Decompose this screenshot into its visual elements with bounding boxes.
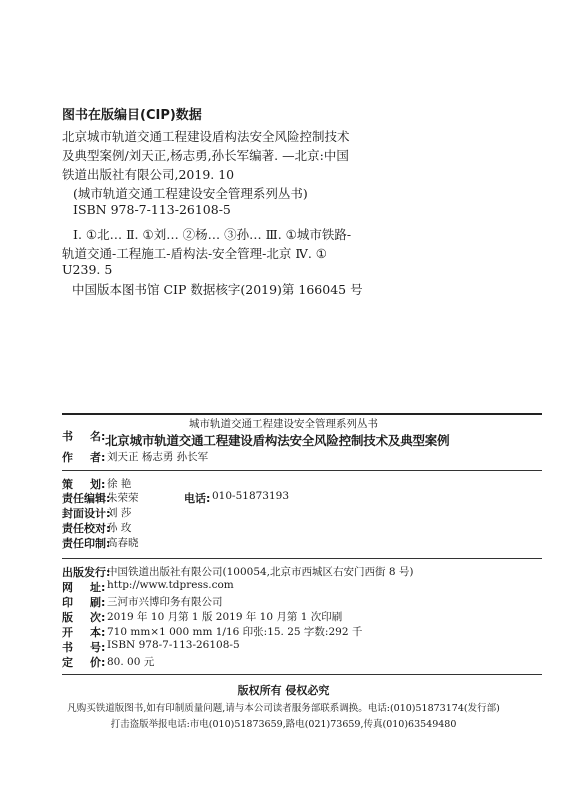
cip-line-clc: U239. 5 (62, 262, 113, 277)
printer: 三河市兴博印务有限公司 (107, 596, 223, 608)
printer-label-1: 印 (62, 596, 73, 609)
copyright-heading: 版权所有 侵权必究 (237, 684, 330, 697)
cover-label: 封面设计: (62, 507, 111, 520)
divider-editors (62, 470, 542, 471)
divider-top (62, 413, 542, 415)
authors: 刘天正 杨志勇 孙长军 (107, 451, 209, 463)
printer-label-2: 刷: (90, 596, 106, 609)
isbn: ISBN 978-7-113-26108-5 (107, 639, 240, 651)
print-label: 责任印制: (62, 537, 111, 550)
publisher-label: 出版发行: (62, 566, 111, 579)
divider-copyright (62, 674, 542, 675)
series-name: 城市轨道交通工程建设安全管理系列丛书 (189, 418, 378, 430)
format-label-1: 开 (62, 626, 73, 639)
author-label-1: 作 (62, 451, 73, 464)
edition: 2019 年 10 月第 1 版 2019 年 10 月第 1 次印刷 (107, 611, 343, 623)
copyright-notice: 凡购买铁道版图书,如有印制质量问题,请与本公司读者服务部联系调换。电话:(010)51873174(发行部) (67, 703, 500, 714)
divider-publication (62, 558, 542, 559)
piracy-hotline: 打击盗版举报电话:市电(010)51873659,路电(021)73659,传真(010)63549480 (110, 719, 457, 730)
format-label-2: 本: (90, 626, 106, 639)
editor: 朱荣荣 (107, 492, 139, 504)
proofreader: 孙 玫 (107, 522, 132, 534)
planner: 徐 艳 (107, 478, 132, 490)
isbn-label-2: 号: (90, 641, 106, 654)
cover-designer: 刘 莎 (107, 507, 132, 519)
cip-heading: 图书在版编目(CIP)数据 (62, 108, 202, 123)
cip-line-isbn: ISBN 978-7-113-26108-5 (73, 202, 231, 217)
web-label-1: 网 (62, 581, 73, 594)
edition-label-2: 次: (90, 611, 106, 624)
editor-label: 责任编辑: (62, 492, 111, 505)
planner-label-1: 策 (62, 478, 73, 491)
isbn-label-1: 书 (62, 641, 73, 654)
cip-line-2: 及典型案例/刘天正,杨志勇,孙长军编著. —北京:中国 (62, 148, 349, 163)
cip-line-3: 铁道出版社有限公司,2019. 10 (62, 167, 235, 182)
web-label-2: 址: (90, 581, 106, 594)
price-label-1: 定 (62, 656, 73, 669)
publisher: 中国铁道出版社有限公司(100054,北京市西城区右安门西街 8 号) (107, 566, 414, 578)
title-label-2: 名: (90, 430, 106, 443)
print-manager: 高春晓 (107, 537, 139, 549)
title-label-1: 书 (62, 430, 73, 443)
price-label-2: 价: (90, 656, 106, 669)
edition-label-1: 版 (62, 611, 73, 624)
phone-label: 电话: (184, 492, 211, 505)
format: 710 mm×1 000 mm 1/16 印张:15. 25 字数:292 千 (107, 626, 363, 638)
price: 80. 00 元 (107, 656, 155, 668)
phone: 010-51873193 (212, 490, 290, 502)
planner-label-2: 划: (90, 478, 106, 491)
web-address: http://www.tdpress.com (107, 579, 234, 591)
cip-line-classification-2: 轨道交通-工程施工-盾构法-安全管理-北京 Ⅳ. ① (62, 246, 328, 261)
cip-line-1: 北京城市轨道交通工程建设盾构法安全风险控制技术 (62, 129, 350, 144)
cip-statement: 中国版本图书馆 CIP 数据核字(2019)第 166045 号 (72, 282, 363, 297)
book-title: 北京城市轨道交通工程建设盾构法安全风险控制技术及典型案例 (105, 433, 450, 448)
cip-line-4: (城市轨道交通工程建设安全管理系列丛书) (73, 186, 308, 201)
author-label-2: 者: (90, 451, 106, 464)
cip-line-classification: Ⅰ. ①北… Ⅱ. ①刘… ②杨… ③孙… Ⅲ. ①城市铁路- (73, 227, 352, 242)
proof-label: 责任校对: (62, 522, 111, 535)
